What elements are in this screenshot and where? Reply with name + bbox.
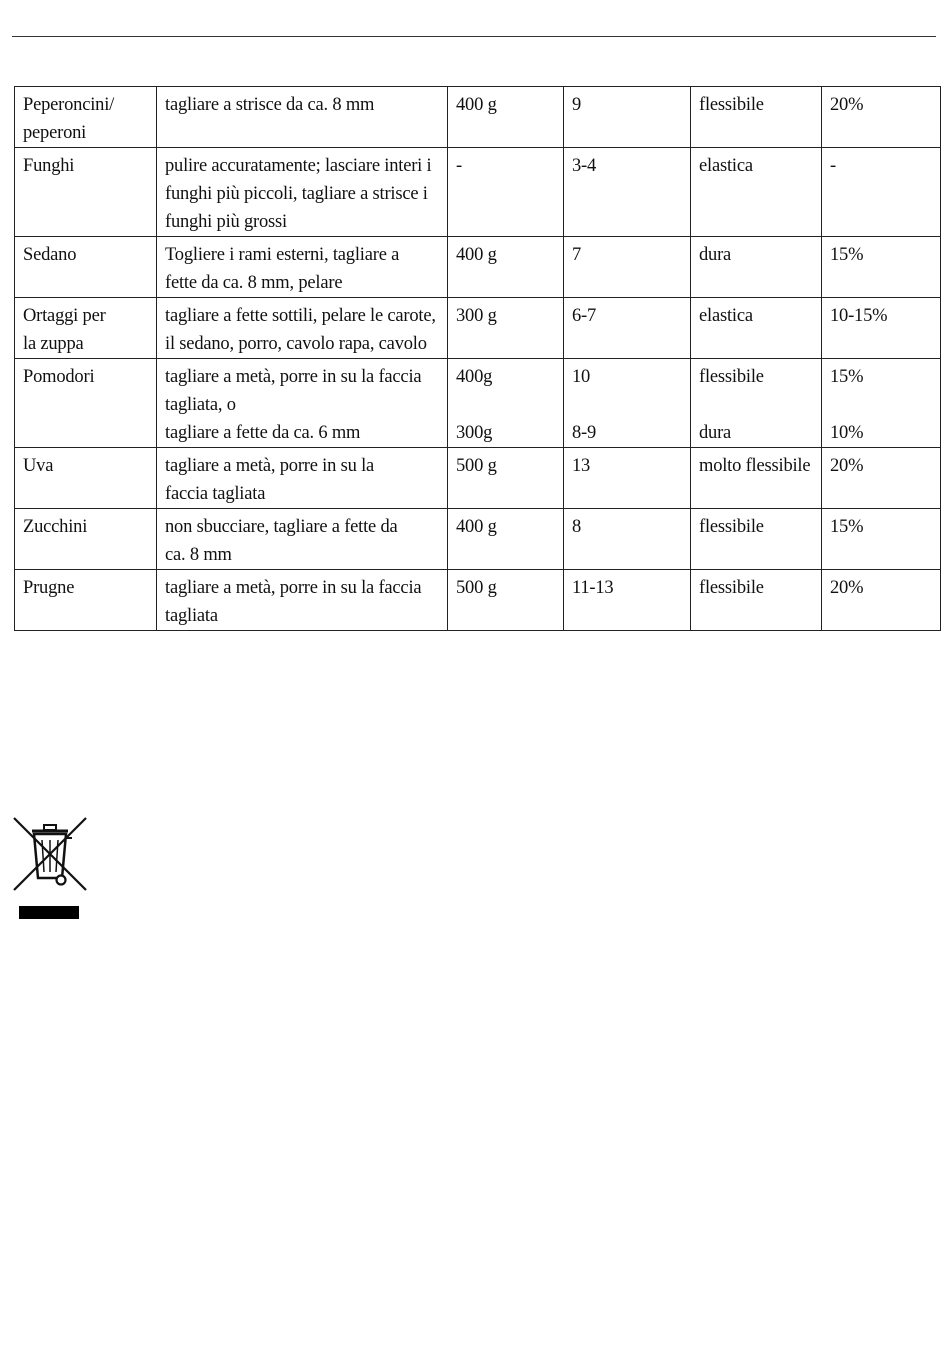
header-rule (12, 36, 936, 37)
yield-cell: 20% (822, 448, 941, 509)
time-cell: 3-4 (564, 148, 691, 237)
time-cell: 6-7 (564, 298, 691, 359)
quantity-cell: - (448, 148, 564, 237)
time-cell: 9 (564, 87, 691, 148)
time-cell: 7 (564, 237, 691, 298)
table-row (15, 298, 941, 359)
preparation-cell: tagliare a strisce da ca. 8 mm (157, 87, 448, 148)
table-row (15, 237, 941, 298)
time-cell: 10 8-9 (564, 359, 691, 448)
crossed-out-wheelie-bin-icon (12, 816, 88, 920)
texture-cell: dura (691, 237, 822, 298)
quantity-cell: 300 g (448, 298, 564, 359)
preparation-cell: tagliare a metà, porre in su la faccia tagliata (157, 448, 448, 509)
texture-cell: flessibile (691, 87, 822, 148)
texture-cell: molto flessibile (691, 448, 822, 509)
yield-cell: 10-15% (822, 298, 941, 359)
texture-cell: flessibile (691, 570, 822, 631)
texture-cell: flessibile (691, 509, 822, 570)
quantity-cell: 500 g (448, 448, 564, 509)
quantity-cell: 400g 300g (448, 359, 564, 448)
texture-cell: flessibile dura (691, 359, 822, 448)
food-cell: Sedano (15, 237, 157, 298)
food-cell: Pomodori (15, 359, 157, 448)
preparation-cell: tagliare a metà, porre in su la faccia tagliata, o tagliare a fette da ca. 6 mm (157, 359, 448, 448)
time-cell: 11-13 (564, 570, 691, 631)
drying-table-body (15, 87, 941, 631)
table-row (15, 87, 941, 148)
yield-cell: 20% (822, 570, 941, 631)
texture-cell: elastica (691, 148, 822, 237)
table-row (15, 509, 941, 570)
table-row (15, 148, 941, 237)
food-cell: Prugne (15, 570, 157, 631)
preparation-cell: tagliare a fette sottili, pelare le carote, il sedano, porro, cavolo rapa, cavolo (157, 298, 448, 359)
yield-cell: 20% (822, 87, 941, 148)
yield-cell: 15% 10% (822, 359, 941, 448)
food-cell: Ortaggi per la zuppa (15, 298, 157, 359)
drying-table (14, 86, 941, 631)
preparation-cell: tagliare a metà, porre in su la faccia tagliata (157, 570, 448, 631)
table-row (15, 448, 941, 509)
food-cell: Funghi (15, 148, 157, 237)
yield-cell: 15% (822, 237, 941, 298)
yield-cell: - (822, 148, 941, 237)
food-cell: Zucchini (15, 509, 157, 570)
time-cell: 13 (564, 448, 691, 509)
preparation-cell: non sbucciare, tagliare a fette da ca. 8 mm (157, 509, 448, 570)
table-row (15, 570, 941, 631)
quantity-cell: 400 g (448, 87, 564, 148)
food-cell: Uva (15, 448, 157, 509)
quantity-cell: 400 g (448, 509, 564, 570)
texture-cell: elastica (691, 298, 822, 359)
quantity-cell: 400 g (448, 237, 564, 298)
food-cell: Peperoncini/ peperoni (15, 87, 157, 148)
quantity-cell: 500 g (448, 570, 564, 631)
preparation-cell: Togliere i rami esterni, tagliare a fette da ca. 8 mm, pelare (157, 237, 448, 298)
yield-cell: 15% (822, 509, 941, 570)
preparation-cell: pulire accuratamente; lasciare interi i funghi più piccoli, tagliare a strisce i funghi più grossi (157, 148, 448, 237)
table-row (15, 359, 941, 448)
time-cell: 8 (564, 509, 691, 570)
